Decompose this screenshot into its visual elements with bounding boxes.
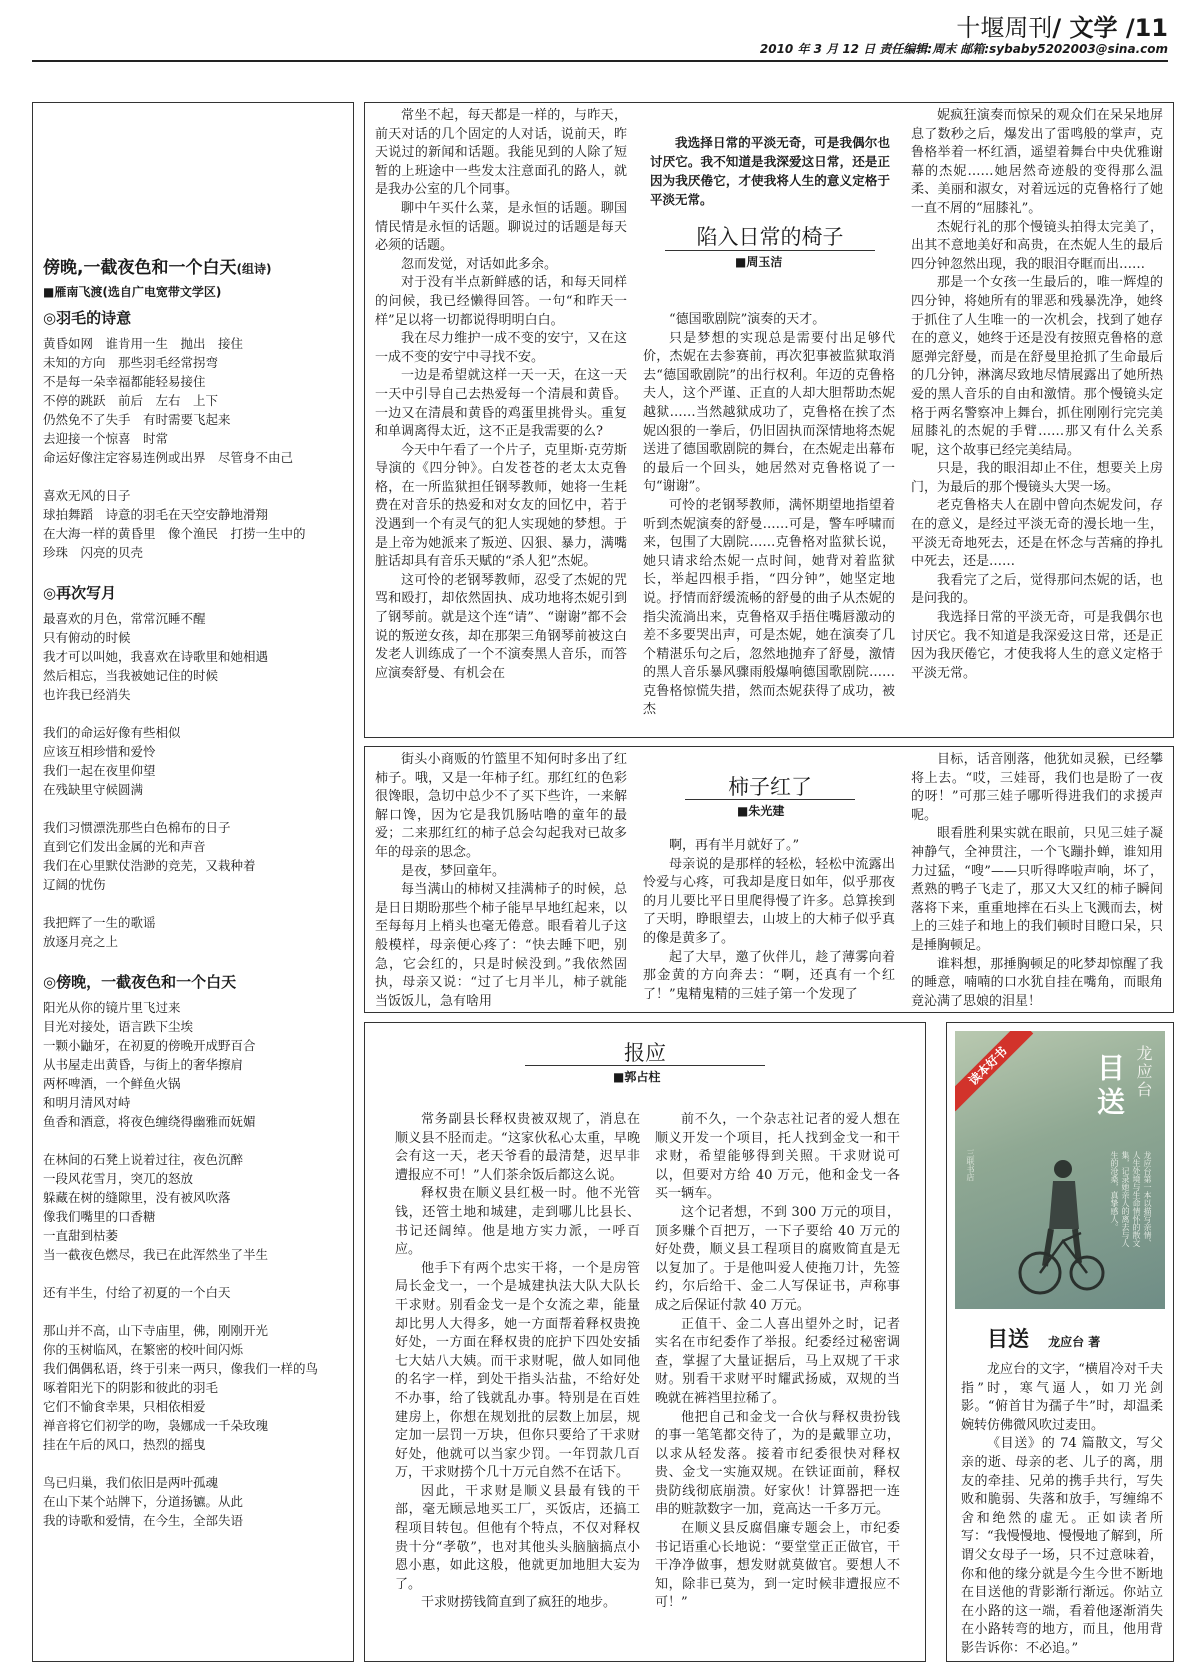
poem-line: 不是每一朵幸福都能轻易接住: [43, 374, 206, 389]
book-title: 目送: [987, 1327, 1029, 1351]
paragraph: 正值干、金二人喜出望外之时，记者实名在市纪委作了举报。纪委经过秘密调查，掌握了大量证据后，马上双规了干求财。别看干求财平时耀武扬威，双规的当晚就在裤裆里拉稀了。: [655, 1316, 900, 1406]
poem-line: 啄着阳光下的阴影和彼此的羽毛: [43, 1380, 219, 1395]
paragraph: 今天中午看了一个片子，克里斯·克劳斯导演的《四分钟》。白发苍苍的老太太克鲁格，在一所监狱担任钢琴教师，她将一生耗费在对音乐的热爱和对女友的回忆中，若于没遇到一个有灵气的犯人实现她的梦想。于是上帝为她派来了叛逆、囚狠、暴力，满嘴脏话却具有音乐天赋的“杀人犯”杰妮。: [375, 442, 627, 570]
poem-line: 命运好像注定容易连例或出界 尽管身不由己: [43, 450, 294, 465]
article-retribution-title-rule: [525, 1065, 765, 1066]
poem-section: [43, 973, 348, 1530]
article-persimmon: [364, 746, 1174, 1013]
poem-line: 在大海一样的黄昏里 像个渔民 打捞一生中的: [43, 526, 306, 541]
poem-line: 一段风花雪月，突兀的怒放: [43, 1171, 194, 1186]
article-chair: [364, 102, 1174, 738]
poem-line: 你的玉树临风，在繁密的校叶间闪烁: [43, 1342, 244, 1357]
poem-line: 我们习惯漂洗那些白色棉布的日子: [43, 820, 231, 835]
article-persimmon-col2: [643, 837, 895, 1004]
paragraph: 忽而发觉，对话如此多余。: [401, 256, 558, 272]
article-persimmon-title-rule: [685, 799, 855, 800]
poem-line: 鸟已归巢，我们依旧是两叶孤魂: [43, 1475, 219, 1490]
paragraph: 妮疯狂演奏而惊呆的观众们在呆呆地屏息了数秒之后，爆发出了雷鸣般的掌声，克鲁格举着一杯红酒，遥望着舞台中央优雅谢幕的杰妮……她居然奇迹般的变得那么温柔、美丽和淑女，对着远远的克鲁格行了她一直不屑的“屈膝礼”。: [911, 108, 1163, 216]
poem-line: 那山并不高，山下寺庙里，佛，刚刚开光: [43, 1323, 269, 1338]
header-divider: [32, 60, 1168, 62]
paragraph: 常务副县长释权贵被双规了，消息在顺义县不胫而走。“这家伙私心太重，早晚会有这一天，老天爷看的最清楚，迟早非遭报应不可！”人们茶余饭后都这么说。: [395, 1112, 640, 1183]
paragraph: 这个记者想，不到 300 万元的项目，顶多赚个百把万，一下子要给 40 万元的好处费，顺义县工程项目的腐败简直是无以复加了。于是他叫爱人使拖刀计，先签约，尔后给干、金二人写保证书，声称事成之后保证付款 40 万元。: [655, 1204, 900, 1313]
paragraph: 一边是希望就这样一天一天，在这一天一天中引导自己去热爱每一个清晨和黄昏。一边又在清晨和黄昏的鸡蛋里挑骨头。重复和单调离得太近，这不正是我需要的么?: [375, 368, 627, 440]
article-persimmon-col1: [375, 751, 627, 1011]
poem-body: [43, 309, 348, 1530]
poem-line: 我们的命运好像有些相似: [43, 725, 181, 740]
paragraph: 我选择日常的平淡无奇，可是我偶尔也讨厌它。我不知道是我深爱这日常，还是正因为我厌倦它，才使我将人生的意义定格于平淡无常。: [911, 610, 1163, 681]
article-retribution-col1: [395, 1111, 640, 1613]
poem-line: 我才可以叫她，我喜欢在诗歌里和她相遇: [43, 649, 269, 664]
poem-line: 未知的方向 那些羽毛经常拐弯: [43, 355, 219, 370]
book-description: [961, 1361, 1163, 1659]
book-author: 龙应台 著: [1048, 1335, 1101, 1349]
article-persimmon-title: 柿子红了: [728, 775, 812, 799]
paragraph: 是夜，梦回童年。: [401, 863, 506, 879]
poem-author: ■雁南飞渡(选自广电宽带文学区): [43, 285, 222, 299]
paragraph: 眼看胜利果实就在眼前，只见三娃子凝神静气，全神贯注，一个飞蹦扑蝉，谁知用力过猛，“嗖”——只听得哗啦声响，坏了，煮熟的鸭子飞走了，那又大又红的柿子瞬间落将下来，重重地摔在石头上飞溅而去，树上的三娃子和地上的我们顿时目瞪口呆，只是捶胸顿足。: [911, 826, 1163, 953]
poem-line: 它们不愉食幸果，只相依相爱: [43, 1399, 206, 1414]
book-recommendation: [946, 1022, 1174, 1662]
paragraph: 只是梦想的实现总是需要付出足够代价，杰妮在去参赛前，再次犯事被监狱取消去“德国歌剧院”的出行权利。年迈的克鲁格夫人，这个严谨、正直的人却大胆帮助杰妮越狱……当然越狱成功了，克鲁格在挨了杰妮凶狠的一拳后，仍旧固执而深情地将杰妮送进了德国歌剧院的舞台，在杰妮走出幕布的最后一个回头，她居然对克鲁格说了一句“谢谢”。: [643, 330, 895, 495]
article-chair-title: 陷入日常的椅子: [696, 225, 844, 249]
paragraph: 释权贵在顺义县红极一时。他不光管钱，还管土地和城建，走到哪儿比县长、书记还阔绰。他是地方实力派，一呼百应。: [395, 1186, 640, 1258]
poem-line: 从书屋走出黄昏，与街上的奢华擦肩: [43, 1057, 244, 1072]
paragraph: 因此，干求财是顺义县最有钱的干部，毫无顾忌地买工厂，买饭店，还搞工程项目转包。但他有个特点，不仅对释权贵十分“孝敬”，也对其他头头脑脑搞点小恩小惠，如此这般，他就更加地胆大妄为了。: [395, 1483, 640, 1592]
poem-line: 最喜欢的月色，常常沉睡不醒: [43, 611, 206, 626]
poem-title: [43, 253, 348, 278]
book-cover-blurb: 龙应台第一本以描写亲情、人生处境与生命情怀的散文集，记录她亲人的离去与人生的沧桑，真挚感人。: [1110, 1151, 1152, 1247]
poem-section-heading: ◎羽毛的诗意: [43, 309, 132, 327]
stanza-gap: [43, 1454, 348, 1473]
stanza-gap: [43, 799, 348, 818]
paragraph: 他把自己和金戈一合伙与释权贵扮钱的事一笔笔都交待了，为的是戴罪立功，以求从轻发落。接着市纪委很快对释权贵、金戈一实施双规。在铁证面前，释权贵防线彻底崩溃。好家伙！计算器把一连串的赃款数字一加，竟高达一千多万元。: [655, 1409, 900, 1518]
book-cover-illustration: [1015, 1151, 1105, 1301]
paragraph: 他手下有两个忠实干将，一个是房管局长金戈一，一个是城建执法大队大队长干求财。别看金戈一是个女流之辈，能量却比男人大得多，她一方面帮着释权贵挽好处，一方面在释权贵的庇护下四处安插七大姑八大姨。而干求财呢，做人如同他的名字一样，到处干指头沾盐，不给好处不办事，给了钱就乱办事。特别是在百姓建房上，你想在规划批的层数上加层，规定加一层罚一万块，但你只要给了干求财好处，他就可以当家少罚。一年罚款几百万，干求财捞个几十万元自然不在话下。: [395, 1260, 640, 1481]
poem-line: 直到它们发出金属的光和声音: [43, 839, 206, 854]
poem-line: 鱼香和酒意，将夜色缠绕得幽雅而妩媚: [43, 1114, 256, 1129]
poem-line: 我们一起在夜里仰望: [43, 763, 156, 778]
poem-line: 我们在心里默仗浩渺的竞芜，又栽种着: [43, 858, 256, 873]
paragraph: 那是一个女孩一生最后的，唯一辉煌的四分钟，将她所有的罪恶和残暴洗净，她终于抓住了人生唯一的一次机会，找到了她存在的意义，她终于还是没有按照克鲁格的意愿弹完舒曼，而是在舒曼里抢抓了生命最后的几分钟，淋漓尽致地尽情展露出了她所热爱的黑人音乐的自由和激情。那个慢镜头定格于两名警察冲上舞台，抓住刚刚行完完美屈膝礼的杰妮的手臂……那又有什么关系呢，这个故事已经完美结局。: [911, 275, 1163, 458]
poem-line: 目光对接处，语言跌下尘埃: [43, 1019, 194, 1034]
poem-line: 黄昏如网 谁肯用一生 抛出 接住: [43, 336, 244, 351]
poem-section-heading: ◎傍晚，一截夜色和一个白天: [43, 973, 237, 991]
article-chair-col2: [643, 311, 895, 720]
book-ribbon: [955, 1031, 1033, 1111]
poem-line: 禅音将它们初学的吻，袅娜成一千朵玫瑰: [43, 1418, 269, 1433]
article-chair-col1: [375, 107, 627, 683]
poem-line: 只有俯动的时候: [43, 630, 131, 645]
masthead-paper-name: 十堰周刊: [956, 14, 1053, 42]
article-chair-title-rule: [665, 250, 875, 251]
article-chair-quote-text: 我选择日常的平淡无奇，可是我偶尔也讨厌它。我不知道是我深爱这日常，还是正因为我厌倦它，才使我将人生的意义定格于平淡无常。: [650, 135, 890, 207]
poem-title-text: 傍晚,一截夜色和一个白天: [43, 258, 237, 278]
poem-line: 一颗小鼬牙，在初夏的傍晚开成野百合: [43, 1038, 256, 1053]
poem-line: 珍珠 闪亮的贝壳: [43, 545, 144, 560]
poem-line: 像我们嘴里的口香糖: [43, 1209, 156, 1224]
poem-line: 仍然免不了失手 有时需要飞起来: [43, 412, 231, 427]
article-retribution: [364, 1022, 926, 1662]
article-retribution-title: 报应: [624, 1041, 666, 1065]
paragraph: 每当满山的柿树又挂满柿子的时候，总是日日期盼那些个柿子能早早地红起来，以至每每月上梢头也毫无倦意。眼看着儿子这般模样，母亲便心疼了：“快去睡下吧，别急，它会红的，只是时候没到。”我依然固执，母亲又说：“过了七月半儿，柿子就能当饭饭儿，急有啥用: [375, 882, 627, 1009]
paragraph: 对于没有半点新鲜感的话，和每天同样的问候，我已经懒得回答。一句“和昨天一样”足以将一切都说得明明白白。: [375, 275, 627, 328]
poem-line: 躲藏在树的缝隙里，没有被风吹落: [43, 1190, 231, 1205]
paragraph: 龙应台的文字，“横眉冷对千夫指”时，寒气逼人，如刀光剑影。“俯首甘为孺子牛”时，却温柔婉转仿佛微风吹过麦田。: [961, 1362, 1163, 1433]
book-title-row: [987, 1323, 1100, 1353]
poem-line: 应该互相珍惜和爱怜: [43, 744, 156, 759]
poem-line: 两杯啤酒，一个鲜鱼火锅: [43, 1076, 181, 1091]
poem-line: 当一截夜色燃尽，我已在此浑然坐了半生: [43, 1247, 269, 1262]
poem-line: 在林间的石凳上说着过往，夜色沉醉: [43, 1152, 244, 1167]
poem-section: [43, 584, 348, 951]
stanza-gap: [43, 467, 348, 486]
paragraph: 《目送》的 74 篇散文，写父亲的逝、母亲的老、儿子的离，朋友的牵挂、兄弟的携手共行，写失败和脆弱、失落和放手，写缠绵不舍和绝然的虚无。正如读者所写：“我慢慢地、慢慢地了解到，所谓父女母子一场，只不过意味着，你和他的缘分就是今生今世不断地在目送他的背影渐行渐远。你站立在小路的这一端，看着他逐渐消失在小路转弯的地方，而且，他用背影告诉你：不必追。”: [961, 1436, 1163, 1656]
paragraph: “德国歌剧院”演奏的天才。: [669, 312, 826, 327]
paragraph: 前不久，一个杂志社记者的爱人想在顺义开发一个项目，托人找到金戈一和干求财，希望能够得到关照。干求财说可以，但要对方给 40 万元，他和金戈一各买一辆车。: [655, 1112, 900, 1202]
article-persimmon-author: ■朱光建: [737, 804, 785, 818]
poem-section-heading: ◎再次写月: [43, 584, 117, 602]
poem-line: 不停的跳跃 前后 左右 上下: [43, 393, 219, 408]
stanza-gap: [43, 1264, 348, 1283]
poem-line: 我们偶偶私语，终于引来一两只，像我们一样的鸟: [43, 1361, 319, 1376]
poem-line: 还有半生，付给了初夏的一个白天: [43, 1285, 231, 1300]
poem-line: 阳光从你的镜片里飞过来: [43, 1000, 181, 1015]
masthead-section: / 文学 /11: [1052, 14, 1168, 42]
paragraph: 谁料想，那捶胸顿足的叱梦却惊醒了我的睡意，喃喃的口水犹自挂在嘴角，而眼角竟沁满了思娘的泪星！: [911, 956, 1163, 1009]
poem-line: 喜欢无风的日子: [43, 488, 131, 503]
poem-line: 辽阔的忧伤: [43, 877, 106, 892]
paragraph: 起了大早，邀了伙伴儿，趁了薄雾向着那金黄的方向奔去：“啊，还真有一个红了！”鬼精鬼精的三娃子第一个发现了: [643, 949, 895, 1002]
book-cover-publisher: 三联书店: [966, 1149, 975, 1181]
article-chair-author: ■周玉洁: [735, 255, 783, 269]
article-chair-col3: [911, 107, 1163, 683]
book-cover-title: 目送: [1093, 1053, 1126, 1121]
poem-line: 和明月清风对峙: [43, 1095, 131, 1110]
stanza-gap: [43, 1302, 348, 1321]
paragraph: 只是，我的眼泪却止不住，想要关上房门，为最后的那个慢镜头大哭一场。: [911, 461, 1163, 495]
paragraph: 我在尽力维护一成不变的安宁，又在这一成不变的安宁中寻找不安。: [375, 331, 627, 365]
poem-line: 然后相忘，当我被她记住的时候: [43, 668, 219, 683]
poem-column: [32, 102, 354, 1662]
paragraph: 干求财捞钱简直到了疯狂的地步。: [421, 1595, 617, 1611]
article-retribution-col2: [655, 1111, 900, 1613]
poem-line: 一直甜到枯萎: [43, 1228, 119, 1243]
poem-line: 在残缺里守候圆满: [43, 782, 144, 797]
paragraph: 常坐不起，每天都是一样的，与昨天，前天对话的几个固定的人对话，说前天，昨天说过的新闻和话题。我能见到的人除了短暂的上班途中一些发太注意面孔的路人，就是我办公室的几个同事。: [375, 108, 627, 198]
book-cover-author: 龙应台: [1134, 1045, 1153, 1099]
article-retribution-author: ■郭占柱: [613, 1070, 661, 1084]
paragraph: 我看完了之后，觉得那问杰妮的话，也是问我的。: [911, 572, 1163, 607]
paragraph: 街头小商贩的竹篮里不知何时多出了红柿子。哦，又是一年柿子红。那红红的色彩很馋眼，急切中总少不了买下些许，一来解解口馋，因为它是我饥肠咕噜的童年的最爱；二来那红红的柿子总会勾起我对已故多年的母亲的思念。: [375, 752, 627, 860]
book-ribbon-text: 读本好书: [966, 1044, 1010, 1088]
poem-title-tag: (组诗): [236, 262, 272, 276]
paragraph: 可怜的老钢琴教师，满怀期望地指望着听到杰妮演奏的舒曼……可是，警车呼啸而来，包围了大剧院……克鲁格对监狱长说，她只请求给杰妮一点时间，她背对着监狱长，举起四根手指，“四分钟”，她坚定地说。抒情而舒缓流畅的舒曼的曲子从杰妮的指尖流淌出来，克鲁格双手捂住嘴唇激动的差不多要哭出声，可是杰妮，她在演奏了几个精湛乐句之后，忽然地抛弃了舒曼，激情的黑人音乐暴风骤雨般爆响德国歌剧院……克鲁格惊慌失措，然而杰妮获得了成功，被杰: [643, 497, 895, 718]
masthead-title: [956, 8, 1168, 43]
poem-line: 挂在午后的风口，热烈的摇曳: [43, 1437, 206, 1452]
masthead-subline: 2010 年 3 月 12 日 责任编辑:周末 邮箱:sybaby5202003@sina.com: [759, 42, 1168, 56]
poem-line: 也许我已经消失: [43, 687, 131, 702]
poem-line: 放逐月亮之上: [43, 934, 119, 949]
poem-line: 球拍舞蹈 诗意的羽毛在天空安静地滑翔: [43, 507, 269, 522]
poem-line: 我的诗歌和爱情，在今生，全部失语: [43, 1513, 244, 1528]
article-chair-quote: [650, 133, 890, 209]
stanza-gap: [43, 704, 348, 723]
poem-line: 去迎接一个惊喜 时常: [43, 431, 169, 446]
poem-line: 我把辉了一生的歌谣: [43, 915, 156, 930]
poem-line: 在山下某个站牌下，分道扬镳。从此: [43, 1494, 244, 1509]
paragraph: 目标，话音刚落，他犹如灵猴，已经攀将上去。“哎，三娃哥，我们也是盼了一夜的呀！”可那三娃子哪听得进我们的求援声呢。: [911, 752, 1163, 823]
poem-section: [43, 309, 348, 562]
paragraph: 母亲说的是那样的轻松，轻松中流露出怜爱与心疼，可我却是度日如年，似乎那夜的月儿要比平日里爬得慢了许多。总算挨到了天明，睁眼望去，山坡上的大柿子似乎真的像是黄多了。: [643, 856, 895, 946]
paragraph: 在顺义县反腐倡廉专题会上，市纪委书记语重心长地说：“要堂堂正正做官，干干净净做事，想发财就莫做官。要想人不知，除非已莫为，到一定时候非遭报应不可！”: [655, 1521, 900, 1611]
paragraph: 啊，再有半月就好了。”: [669, 838, 800, 853]
stanza-gap: [43, 1131, 348, 1150]
article-persimmon-col3: [911, 751, 1163, 1011]
book-cover: [955, 1031, 1165, 1309]
paragraph: 这可怜的老钢琴教师，忍受了杰妮的咒骂和殴打，却依然固执、成功地将杰妮引到了钢琴前。就是这个连“请”、“谢谢”都不会说的叛逆女孩，却在那架三角钢琴前被这白发老人训练成了一个不演奏黑人音乐，而答应演奏舒曼、有机会在: [375, 572, 627, 681]
paragraph: 杰妮行礼的那个慢镜头拍得太完美了，出其不意地美好和高贵，在杰妮人生的最后四分钟忽然出现，我的眼泪夺眶而出……: [911, 219, 1163, 272]
stanza-gap: [43, 894, 348, 913]
paragraph: 老克鲁格夫人在剧中曾向杰妮发问，存在的意义，是经过平淡无奇的漫长地一生，平淡无奇地死去，还是在怀念与苦痛的挣扎中死去，还是……: [911, 498, 1163, 570]
paragraph: 聊中午买什么菜，是永恒的话题。聊国情民情是永恒的话题。聊说过的话题是每天必须的话题。: [375, 200, 627, 254]
